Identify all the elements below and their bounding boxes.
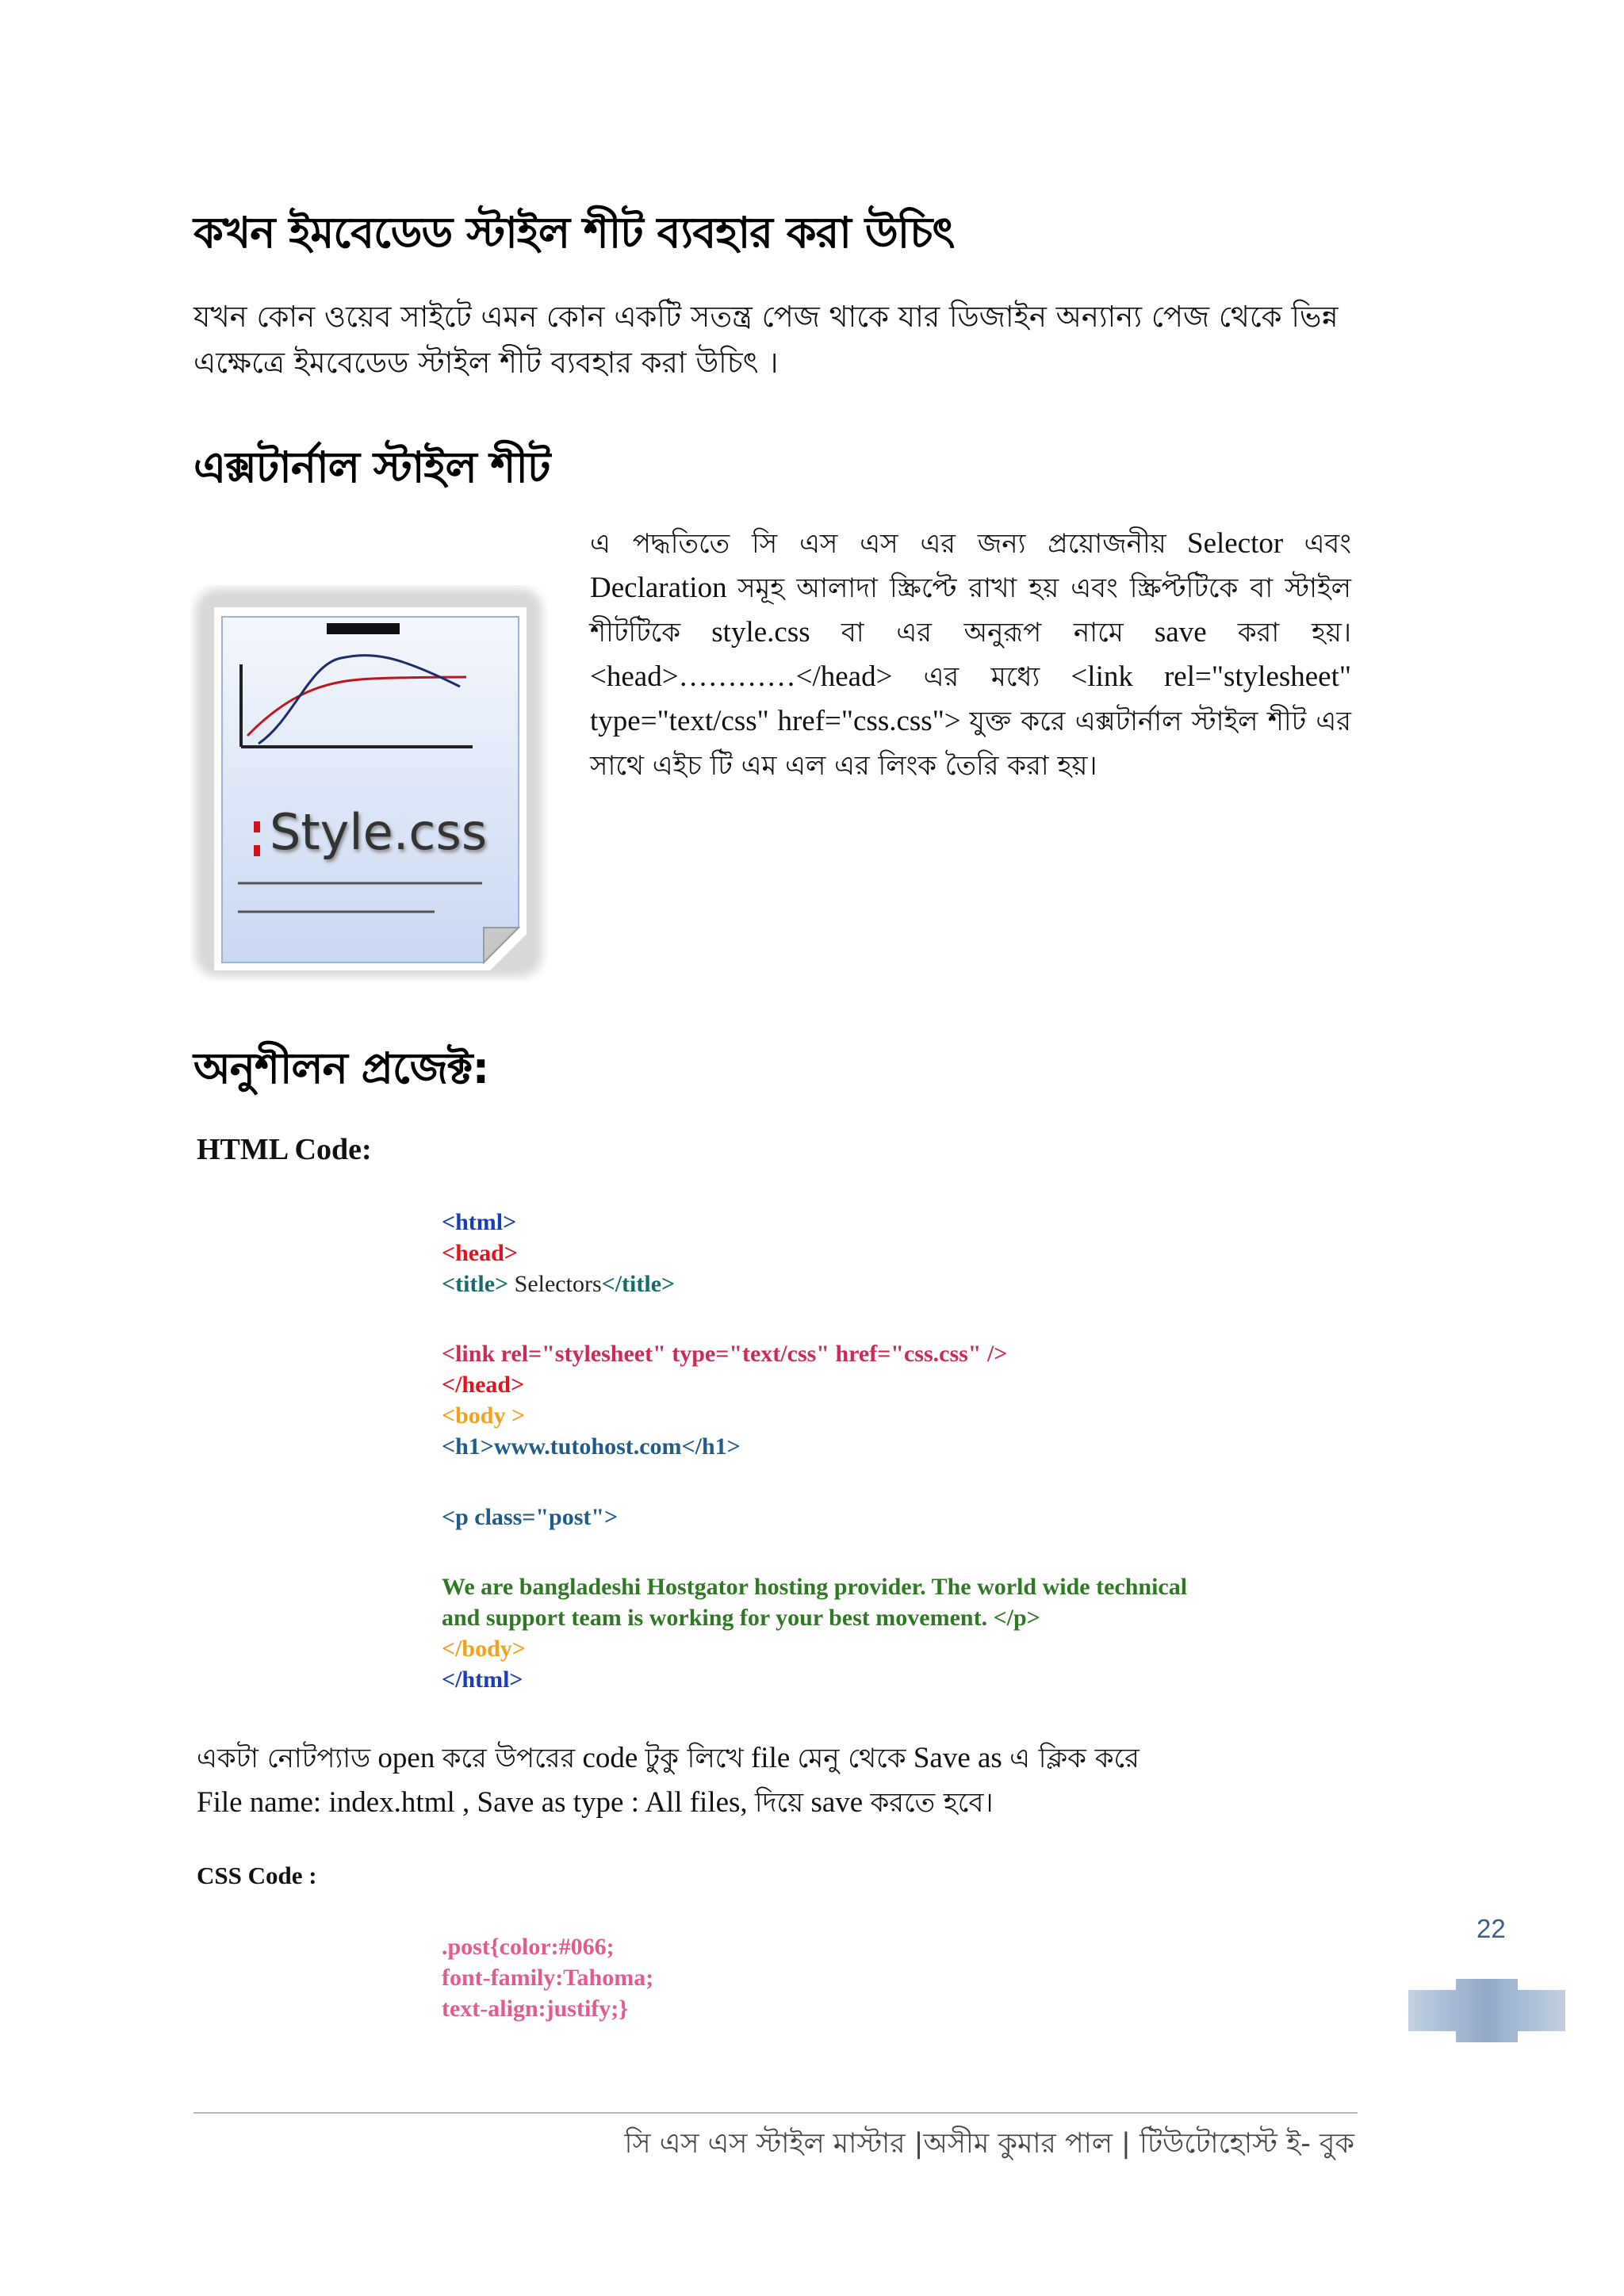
heading-embedded-when: কখন ইমবেডেড স্টাইল শীট ব্যবহার করা উচিৎ xyxy=(193,208,955,258)
css-code-line: text-align:justify;} xyxy=(442,1996,629,2022)
code-line: <h1>www.tutohost.com</h1> xyxy=(442,1433,741,1460)
css-code-label: CSS Code : xyxy=(197,1862,317,1889)
code-line: <body > xyxy=(442,1402,526,1429)
page-number: 22 xyxy=(1477,1914,1506,1943)
code-line: </head> xyxy=(442,1372,525,1398)
html-code-block-3 xyxy=(442,1502,618,1533)
css-code-line: .post{color:#066; xyxy=(442,1934,615,1960)
notepad-instructions: একটা নোটপ্যাড open করে উপরের code টুকু লিখে file মেনু থেকে Save as এ ক্লিক করে File name: index.html , Save as type : All files, দিয়ে save করতে হবে। xyxy=(197,1742,1139,1819)
code-line: <link rel="stylesheet" type="text/css" href="css.css" /> xyxy=(442,1341,1008,1367)
footer-text: সি এস এস স্টাইল মাস্টার |অসীম কুমার পাল | টিউটোহোস্ট ই- বুক xyxy=(624,2128,1354,2160)
heading-practice-project: অনুশীলন প্রজেক্ট: xyxy=(193,1043,489,1093)
html-code-block xyxy=(442,1207,675,1299)
stylecss-illustration xyxy=(190,585,547,982)
code-line: <title> Selectors</title> xyxy=(442,1271,676,1297)
stylecss-image-label: Style.css xyxy=(270,803,488,861)
code-line: </html> xyxy=(442,1667,523,1693)
code-line: <p class="post"> xyxy=(442,1504,619,1530)
css-code-block xyxy=(442,1931,653,2024)
code-line: <head> xyxy=(442,1240,518,1266)
page-ribbon-decoration xyxy=(1408,1979,1565,2045)
embedded-text-line2: এক্ষেত্রে ইমবেডেড স্টাইল শীট ব্যবহার করা উচিৎ । xyxy=(193,346,779,380)
html-code-block-4 xyxy=(442,1571,1187,1695)
external-stylesheet-paragraph: এ পদ্ধতিতে সি এস এস এর জন্য প্রয়োজনীয় Selector এবং Declaration সমূহ আলাদা স্ক্রিপ্টে রাখা হয় এবং স্ক্রিপ্টটিকে বা স্টাইল শীটটিকে style.css বা এর অনুরূপ নামে save করা হয়। <head>…………</head> এর মধ্যে <link rel="stylesheet" type="text/css" href="css.css"> যুক্ত করে এক্সটার্নাল স্টাইল শীট এর সাথে এইচ টি এম এল এর লিংক তৈরি করা হয়। xyxy=(590,527,1352,782)
footer-divider xyxy=(193,2112,1358,2114)
embedded-text-line1: যখন কোন ওয়েব সাইটে এমন কোন একটি সতন্ত্র পেজ থাকে যার ডিজাইন অন্যান্য পেজ থেকে ভিন্ন xyxy=(193,300,1339,334)
stylecss-document-icon xyxy=(190,585,547,982)
code-line: </body> xyxy=(442,1636,526,1662)
code-line: We are bangladeshi Hostgator hosting provider. The world wide technical xyxy=(442,1574,1188,1600)
heading-external-stylesheet: এক্সটার্নাল স্টাইল শীট xyxy=(193,442,550,492)
html-code-block-2 xyxy=(442,1338,1007,1462)
code-line: <html> xyxy=(442,1209,517,1235)
html-code-label: HTML Code: xyxy=(197,1133,372,1166)
code-line: and support team is working for your best movement. </p> xyxy=(442,1605,1040,1631)
css-code-line: font-family:Tahoma; xyxy=(442,1965,654,1991)
